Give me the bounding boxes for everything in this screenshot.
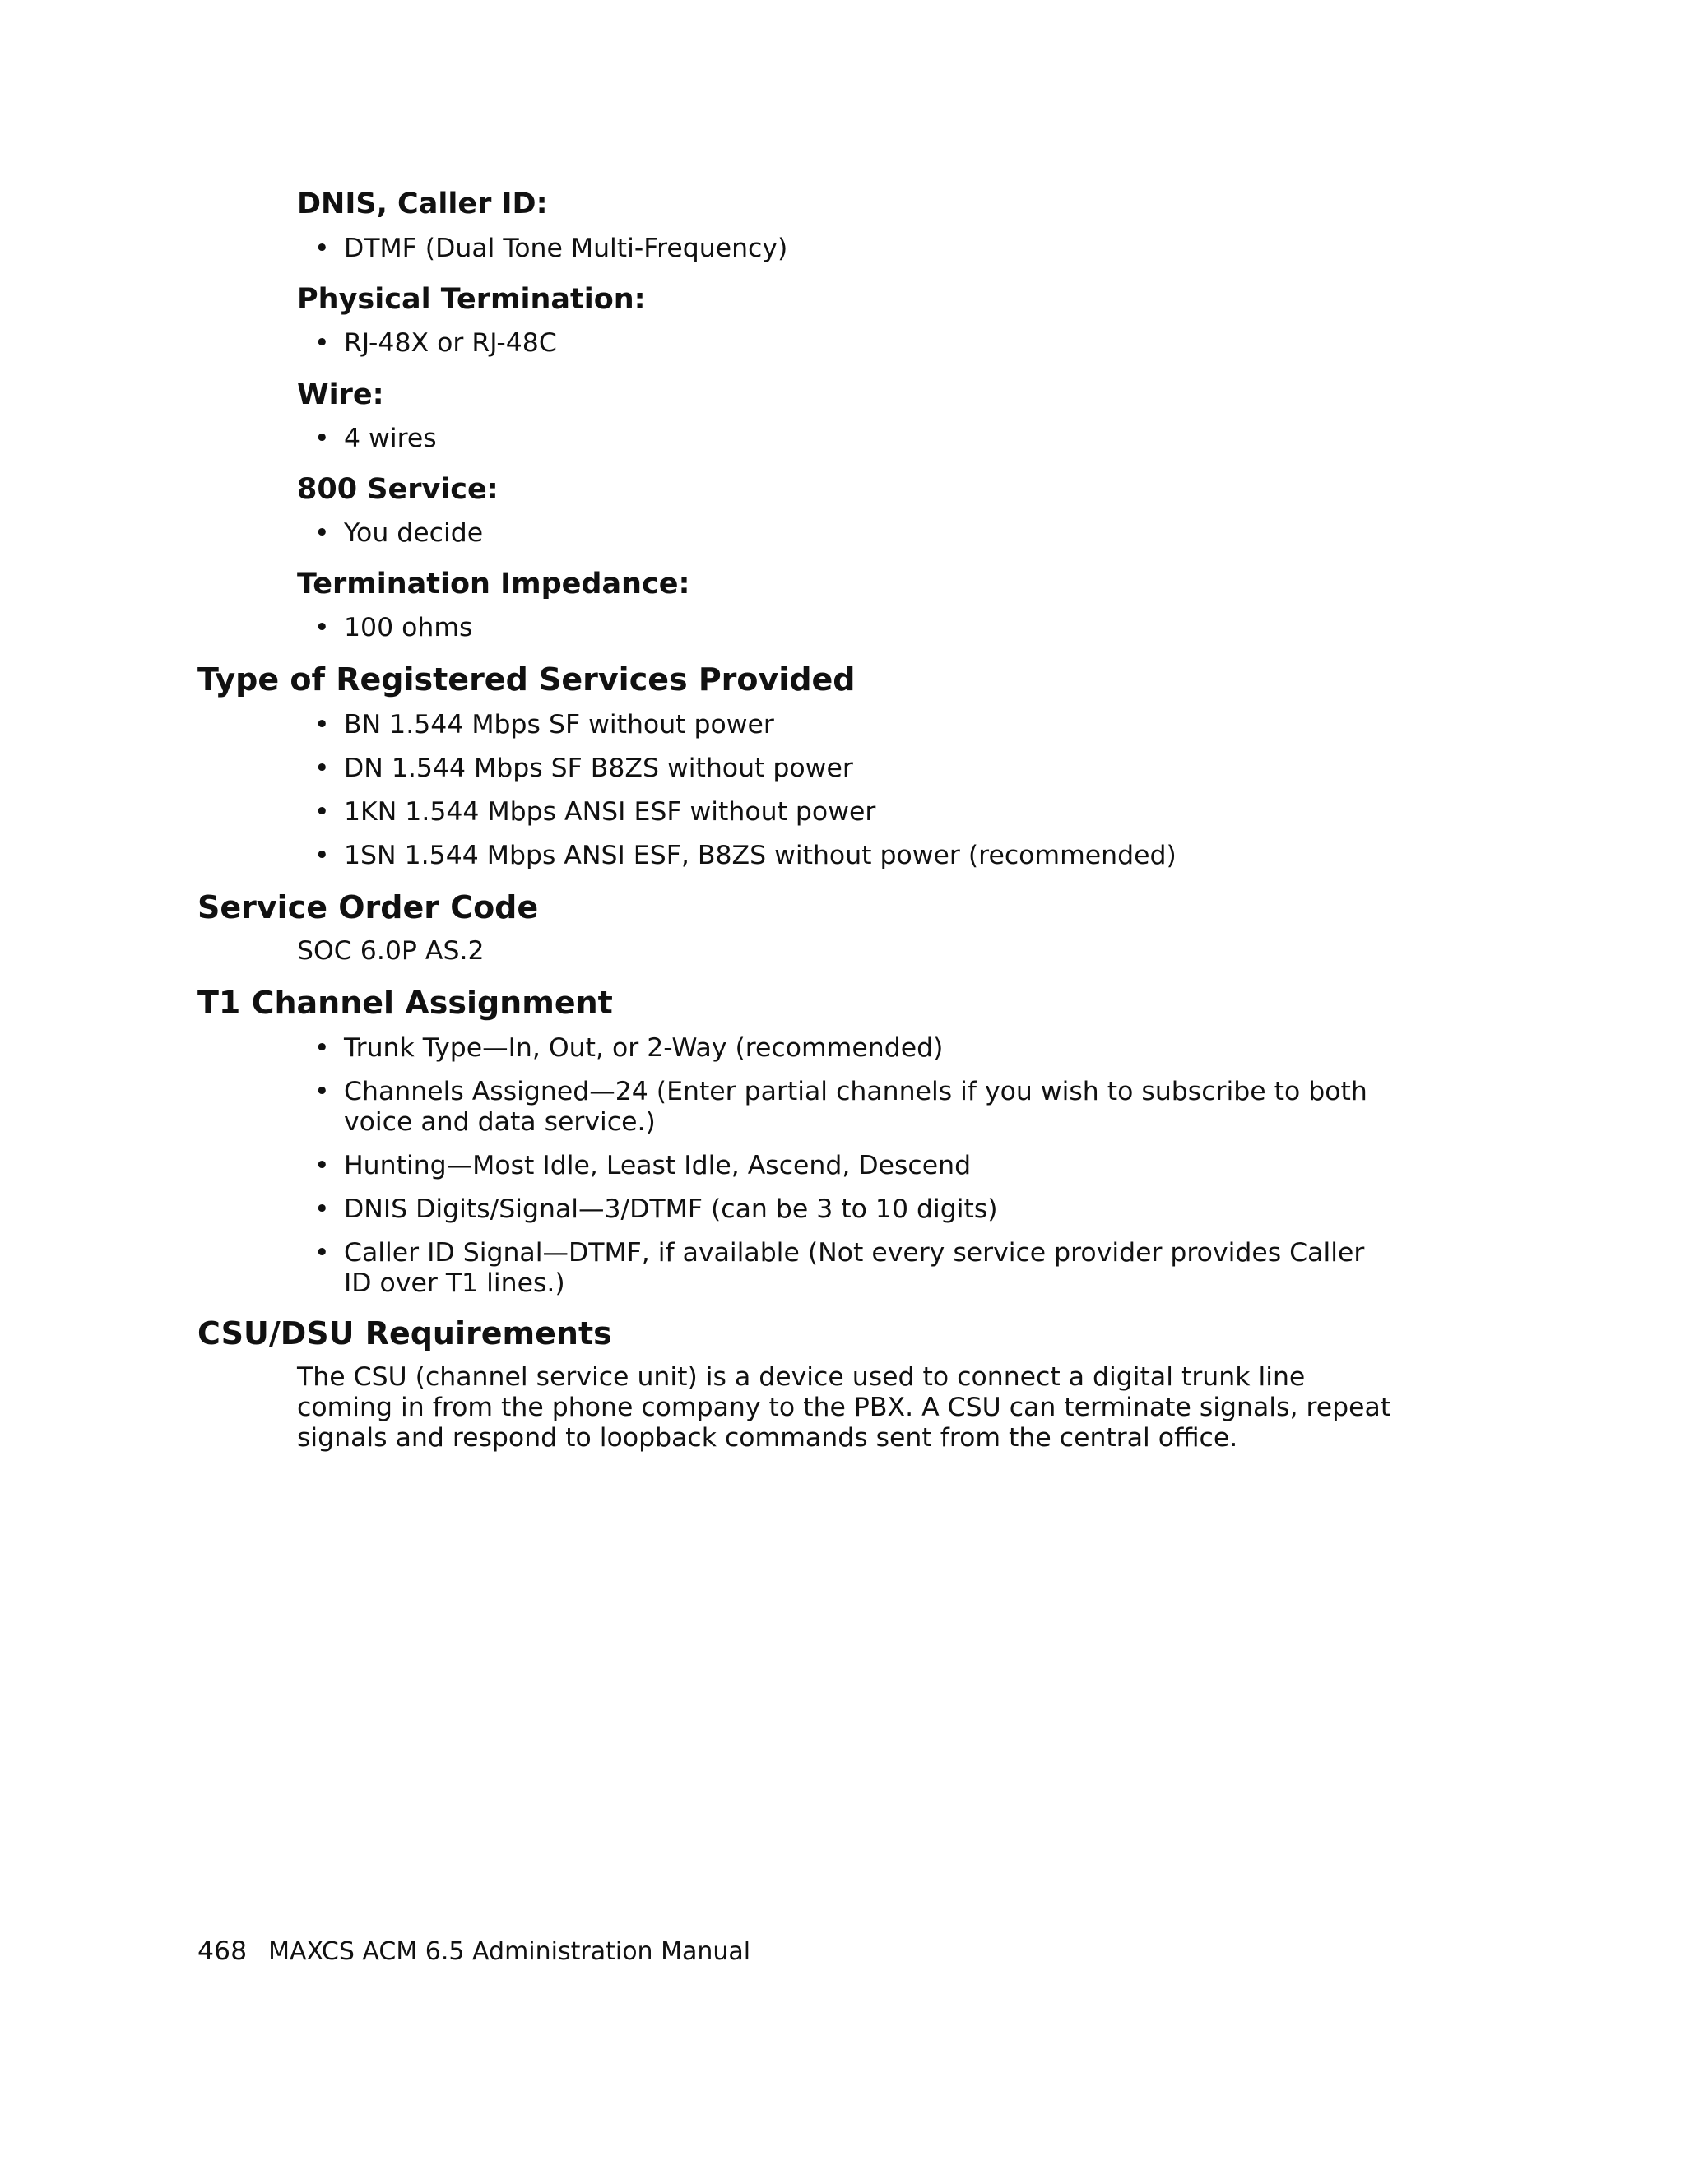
service-800-heading: 800 Service: [297,473,499,506]
registered-services-item-3: • 1KN 1.544 Mbps ANSI ESF without power [344,797,1397,828]
wire-item-1: • 4 wires [344,424,1397,454]
t1-channel-assignment-heading: T1 Channel Assignment [197,985,613,1021]
dnis-caller-id-heading: DNIS, Caller ID: [297,188,548,220]
service-order-code-heading: Service Order Code [197,889,539,925]
registered-services-heading: Type of Registered Services Provided [197,661,856,698]
csu-dsu-heading: CSU/DSU Requirements [197,1315,612,1352]
page-footer [197,1935,750,1968]
registered-services-item-1: • BN 1.544 Mbps SF without power [344,710,1397,740]
physical-termination-item-1: • RJ-48X or RJ-48C [344,328,1397,359]
t1-channel-item-3: • Hunting—Most Idle, Least Idle, Ascend, Descend [344,1151,1397,1181]
service-800-item-1: • You decide [344,518,1397,549]
service-order-code-text: SOC 6.0P AS.2 [297,936,485,966]
registered-services-item-4: • 1SN 1.544 Mbps ANSI ESF, B8ZS without power (recommended) [344,841,1397,871]
termination-impedance-item-1: • 100 ohms [344,613,1397,643]
physical-termination-heading: Physical Termination: [297,283,646,316]
manual-title: MAXCS ACM 6.5 Administration Manual [268,1937,751,1966]
wire-heading: Wire: [297,378,384,411]
registered-services-item-2: • DN 1.544 Mbps SF B8ZS without power [344,754,1397,784]
t1-channel-item-1: • Trunk Type—In, Out, or 2-Way (recommended) [344,1033,1397,1064]
csu-dsu-paragraph: The CSU (channel service unit) is a device used to connect a digital trunk line coming in from the phone company to the PBX. A CSU can terminate signals, repeat signals and respond to loopback commands sent from the central office. [297,1362,1391,1453]
termination-impedance-heading: Termination Impedance: [297,568,690,600]
t1-channel-item-2: • Channels Assigned—24 (Enter partial channels if you wish to subscribe to both voice and data service.) [344,1077,1397,1138]
page-number: 468 [197,1936,248,1966]
dnis-item-1: • DTMF (Dual Tone Multi-Frequency) [344,234,1397,264]
t1-channel-item-5: • Caller ID Signal—DTMF, if available (Not every service provider provides Caller ID over T1 lines.) [344,1238,1397,1299]
t1-channel-item-4: • DNIS Digits/Signal—3/DTMF (can be 3 to 10 digits) [344,1194,1397,1225]
